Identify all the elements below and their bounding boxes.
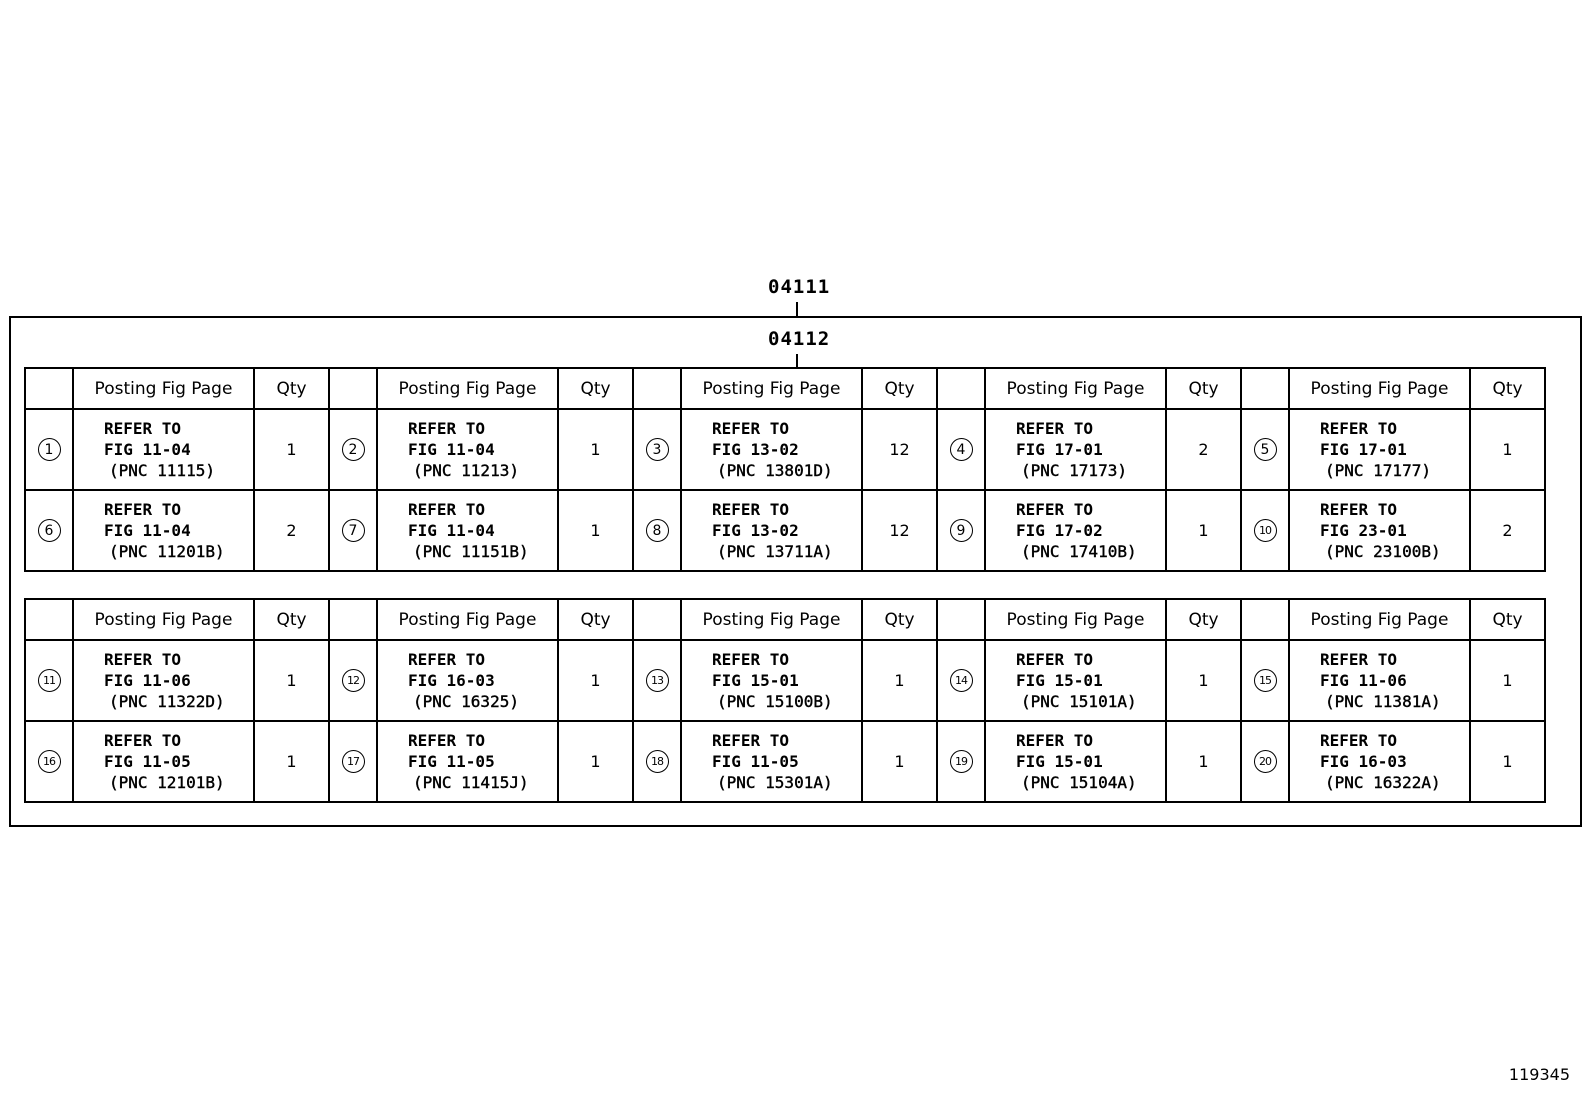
fig-reference: FIG 13-02: [712, 521, 799, 540]
reference-cell: [985, 409, 1166, 490]
pnc-reference: (PNC 16322A): [1325, 773, 1441, 792]
qty-value: 2: [254, 490, 329, 571]
qty-value: 2: [1470, 490, 1545, 571]
qty-value: 1: [1470, 721, 1545, 802]
pnc-reference: (PNC 12101B): [109, 773, 225, 792]
reference-cell: [681, 409, 862, 490]
fig-reference: FIG 23-01: [1320, 521, 1407, 540]
refer-to-text: REFER TO: [712, 419, 790, 438]
pnc-reference: (PNC 16325): [413, 692, 519, 711]
qty-value: 1: [254, 721, 329, 802]
qty-value: 12: [862, 409, 937, 490]
fig-reference: FIG 16-03: [1320, 752, 1407, 771]
fig-reference: FIG 11-04: [408, 521, 495, 540]
pnc-reference: (PNC 13711A): [717, 542, 833, 561]
fig-reference: FIG 17-01: [1016, 440, 1103, 459]
qty-value: 1: [558, 721, 633, 802]
header-qty: Qty: [1470, 599, 1545, 640]
fig-reference: FIG 17-01: [1320, 440, 1407, 459]
item-number-callout: 3: [646, 438, 669, 461]
item-number-cell: [1241, 721, 1289, 802]
item-number-cell: [937, 490, 985, 571]
item-number-cell: [25, 640, 73, 721]
refer-to-text: REFER TO: [1320, 500, 1398, 519]
illustration-code: 119345: [1508, 1065, 1570, 1084]
item-number-cell: [633, 721, 681, 802]
item-number-cell: [1241, 409, 1289, 490]
reference-cell: [377, 640, 558, 721]
item-number-cell: [937, 640, 985, 721]
pnc-reference: (PNC 11381A): [1325, 692, 1441, 711]
pnc-reference: (PNC 17410B): [1021, 542, 1137, 561]
item-number-callout: 16: [38, 750, 61, 773]
qty-value: 1: [1166, 490, 1241, 571]
reference-cell: [73, 640, 254, 721]
refer-to-text: REFER TO: [104, 500, 182, 519]
header-number-cell: [633, 599, 681, 640]
refer-to-text: REFER TO: [712, 731, 790, 750]
refer-to-text: REFER TO: [408, 500, 486, 519]
refer-to-text: REFER TO: [1016, 419, 1094, 438]
refer-to-text: REFER TO: [712, 650, 790, 669]
item-number-callout: 1: [38, 438, 61, 461]
header-number-cell: [1241, 599, 1289, 640]
item-number-callout: 8: [646, 519, 669, 542]
qty-value: 1: [1166, 721, 1241, 802]
item-number-callout: 14: [950, 669, 973, 692]
reference-cell: [1289, 490, 1470, 571]
refer-to-text: REFER TO: [408, 419, 486, 438]
refer-to-text: REFER TO: [1016, 731, 1094, 750]
pnc-reference: (PNC 15100B): [717, 692, 833, 711]
table-header-row: [25, 368, 1545, 409]
item-number-cell: [25, 721, 73, 802]
reference-cell: [377, 721, 558, 802]
header-number-cell: [25, 368, 73, 409]
item-number-callout: 20: [1254, 750, 1277, 773]
item-number-callout: 13: [646, 669, 669, 692]
fig-reference: FIG 15-01: [1016, 671, 1103, 690]
fig-reference: FIG 11-05: [712, 752, 799, 771]
pnc-reference: (PNC 15104A): [1021, 773, 1137, 792]
fig-reference: FIG 17-02: [1016, 521, 1103, 540]
reference-cell: [985, 721, 1166, 802]
pnc-reference: (PNC 11201B): [109, 542, 225, 561]
inner-leader-line: [796, 354, 798, 368]
fig-reference: FIG 11-05: [104, 752, 191, 771]
item-number-callout: 18: [646, 750, 669, 773]
header-qty: Qty: [1166, 599, 1241, 640]
refer-to-text: REFER TO: [1016, 650, 1094, 669]
table-header-row: [25, 599, 1545, 640]
table-row: [25, 490, 1545, 571]
qty-value: 1: [254, 409, 329, 490]
qty-value: 2: [1166, 409, 1241, 490]
reference-cell: [681, 490, 862, 571]
refer-to-text: REFER TO: [408, 650, 486, 669]
qty-value: 1: [558, 640, 633, 721]
item-number-cell: [25, 490, 73, 571]
reference-cell: [73, 721, 254, 802]
item-number-cell: [1241, 640, 1289, 721]
item-number-cell: [633, 409, 681, 490]
fig-reference: FIG 11-04: [104, 521, 191, 540]
item-number-cell: [329, 640, 377, 721]
item-number-callout: 11: [38, 669, 61, 692]
reference-cell: [1289, 721, 1470, 802]
header-qty: Qty: [862, 368, 937, 409]
fig-reference: FIG 16-03: [408, 671, 495, 690]
reference-cell: [985, 490, 1166, 571]
header-posting-fig-page: Posting Fig Page: [1289, 368, 1470, 409]
item-number-callout: 6: [38, 519, 61, 542]
reference-cell: [73, 490, 254, 571]
inner-part-number: 04112: [768, 328, 831, 350]
item-number-cell: [633, 640, 681, 721]
header-number-cell: [937, 368, 985, 409]
reference-cell: [681, 721, 862, 802]
table-row: [25, 721, 1545, 802]
qty-value: 1: [1166, 640, 1241, 721]
table-row: [25, 409, 1545, 490]
outer-part-number: 04111: [768, 276, 831, 298]
pnc-reference: (PNC 11115): [109, 461, 215, 480]
pnc-reference: (PNC 11213): [413, 461, 519, 480]
qty-value: 1: [558, 490, 633, 571]
header-number-cell: [25, 599, 73, 640]
item-number-callout: 2: [342, 438, 365, 461]
item-number-callout: 4: [950, 438, 973, 461]
pnc-reference: (PNC 15101A): [1021, 692, 1137, 711]
reference-table-top: [24, 367, 1546, 572]
pnc-reference: (PNC 15301A): [717, 773, 833, 792]
header-qty: Qty: [1166, 368, 1241, 409]
item-number-cell: [1241, 490, 1289, 571]
refer-to-text: REFER TO: [712, 500, 790, 519]
reference-cell: [1289, 409, 1470, 490]
item-number-cell: [633, 490, 681, 571]
item-number-cell: [937, 721, 985, 802]
fig-reference: FIG 11-06: [104, 671, 191, 690]
fig-reference: FIG 15-01: [712, 671, 799, 690]
qty-value: 1: [254, 640, 329, 721]
refer-to-text: REFER TO: [104, 419, 182, 438]
refer-to-text: REFER TO: [1320, 419, 1398, 438]
header-number-cell: [1241, 368, 1289, 409]
header-posting-fig-page: Posting Fig Page: [377, 599, 558, 640]
item-number-callout: 9: [950, 519, 973, 542]
table-row: [25, 640, 1545, 721]
refer-to-text: REFER TO: [104, 650, 182, 669]
header-number-cell: [329, 599, 377, 640]
header-qty: Qty: [254, 599, 329, 640]
header-qty: Qty: [1470, 368, 1545, 409]
header-posting-fig-page: Posting Fig Page: [681, 368, 862, 409]
fig-reference: FIG 13-02: [712, 440, 799, 459]
header-posting-fig-page: Posting Fig Page: [985, 599, 1166, 640]
header-number-cell: [633, 368, 681, 409]
fig-reference: FIG 15-01: [1016, 752, 1103, 771]
header-posting-fig-page: Posting Fig Page: [73, 599, 254, 640]
item-number-cell: [329, 409, 377, 490]
fig-reference: FIG 11-06: [1320, 671, 1407, 690]
header-posting-fig-page: Posting Fig Page: [1289, 599, 1470, 640]
fig-reference: FIG 11-04: [104, 440, 191, 459]
qty-value: 1: [1470, 640, 1545, 721]
reference-cell: [1289, 640, 1470, 721]
refer-to-text: REFER TO: [1016, 500, 1094, 519]
header-qty: Qty: [862, 599, 937, 640]
header-posting-fig-page: Posting Fig Page: [73, 368, 254, 409]
refer-to-text: REFER TO: [408, 731, 486, 750]
header-number-cell: [329, 368, 377, 409]
header-posting-fig-page: Posting Fig Page: [681, 599, 862, 640]
refer-to-text: REFER TO: [1320, 650, 1398, 669]
item-number-callout: 19: [950, 750, 973, 773]
pnc-reference: (PNC 13801D): [717, 461, 833, 480]
item-number-callout: 5: [1254, 438, 1277, 461]
header-qty: Qty: [558, 368, 633, 409]
reference-table-bottom: [24, 598, 1546, 803]
reference-cell: [681, 640, 862, 721]
item-number-callout: 12: [342, 669, 365, 692]
pnc-reference: (PNC 11322D): [109, 692, 225, 711]
refer-to-text: REFER TO: [1320, 731, 1398, 750]
qty-value: 1: [862, 721, 937, 802]
item-number-cell: [329, 490, 377, 571]
qty-value: 1: [1470, 409, 1545, 490]
qty-value: 12: [862, 490, 937, 571]
refer-to-text: REFER TO: [104, 731, 182, 750]
qty-value: 1: [862, 640, 937, 721]
reference-cell: [377, 409, 558, 490]
header-posting-fig-page: Posting Fig Page: [985, 368, 1166, 409]
header-qty: Qty: [558, 599, 633, 640]
header-qty: Qty: [254, 368, 329, 409]
pnc-reference: (PNC 17177): [1325, 461, 1431, 480]
pnc-reference: (PNC 11415J): [413, 773, 529, 792]
item-number-callout: 7: [342, 519, 365, 542]
item-number-cell: [25, 409, 73, 490]
reference-cell: [73, 409, 254, 490]
item-number-callout: 10: [1254, 519, 1277, 542]
item-number-callout: 17: [342, 750, 365, 773]
reference-cell: [377, 490, 558, 571]
item-number-cell: [937, 409, 985, 490]
pnc-reference: (PNC 11151B): [413, 542, 529, 561]
pnc-reference: (PNC 23100B): [1325, 542, 1441, 561]
qty-value: 1: [558, 409, 633, 490]
fig-reference: FIG 11-05: [408, 752, 495, 771]
header-posting-fig-page: Posting Fig Page: [377, 368, 558, 409]
item-number-cell: [329, 721, 377, 802]
header-number-cell: [937, 599, 985, 640]
fig-reference: FIG 11-04: [408, 440, 495, 459]
reference-cell: [985, 640, 1166, 721]
outer-leader-line: [796, 302, 798, 317]
item-number-callout: 15: [1254, 669, 1277, 692]
pnc-reference: (PNC 17173): [1021, 461, 1127, 480]
